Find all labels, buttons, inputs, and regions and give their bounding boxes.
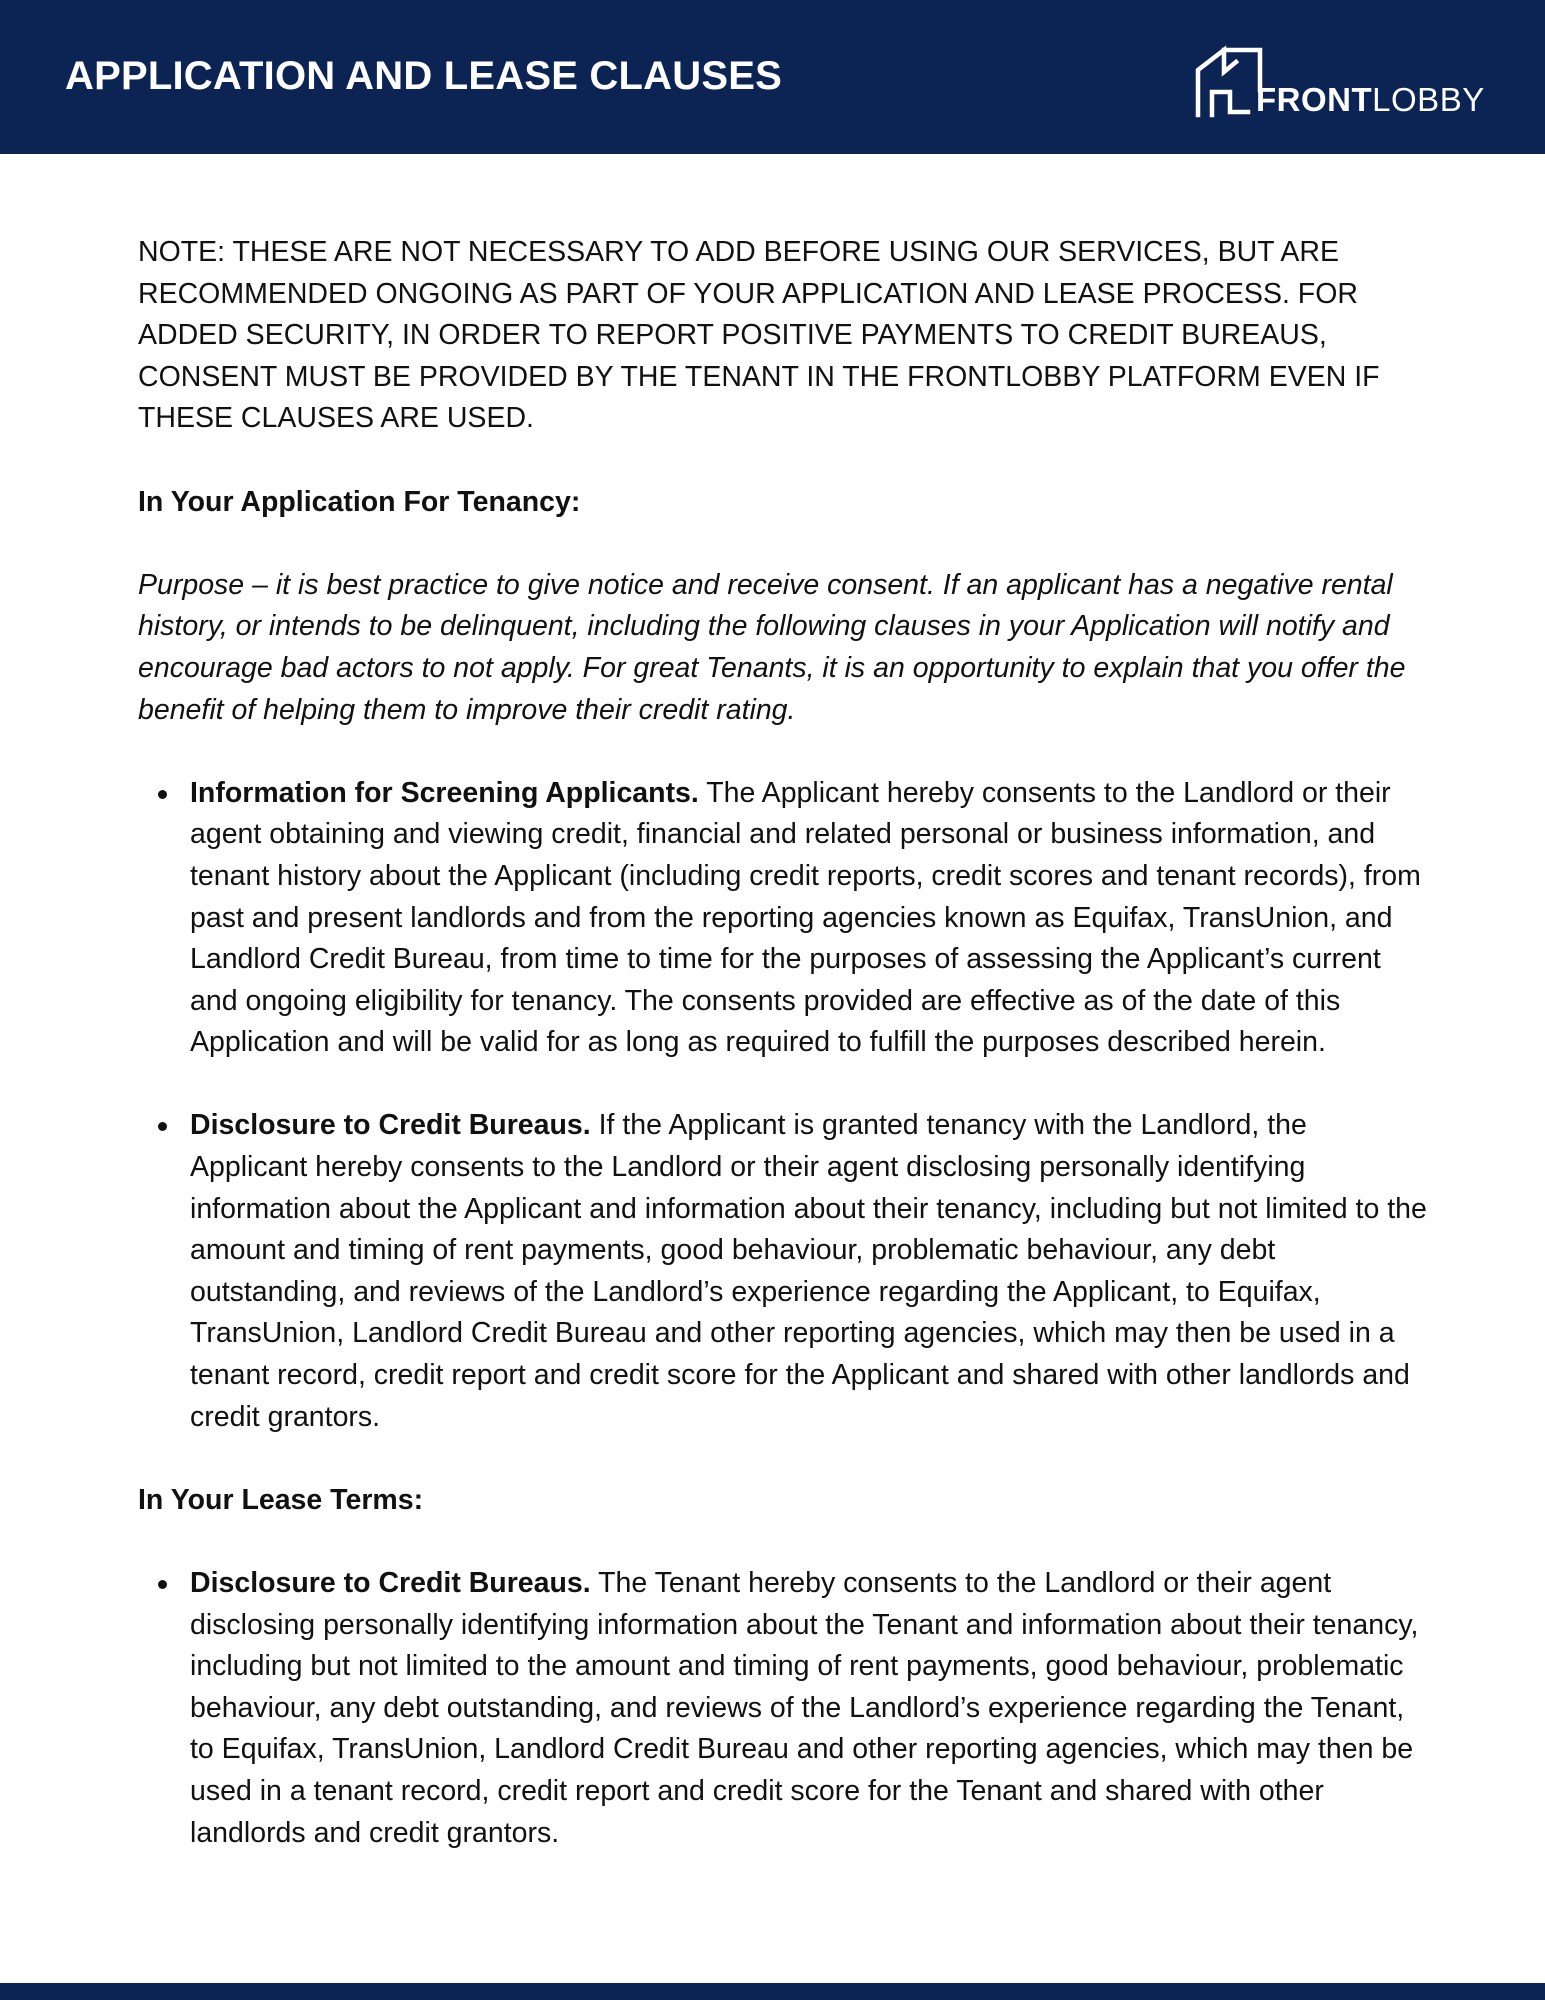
clause-body: The Tenant hereby consents to the Landlord or their agent disclosing personally identifying information about the Tenant and information about their tenancy, including but not limited to the amount and timing of rent payments, good behaviour, problematic behaviour, any debt outstanding, and reviews of the Landlord’s experience regarding the Tenant, to Equifax, TransUnion, Landlord Credit Bureau and other reporting agencies, which may then be used in a tenant record, credit report and credit score for the Tenant and shared with other landlords and credit grantors. — [190, 1567, 1419, 1849]
clause-body: If the Applicant is granted tenancy with the Landlord, the Applicant hereby consents to the Landlord or their agent disclosing personally identifying information about the Applicant and information about their tenancy, including but not limited to the amount and timing of rent payments, good behaviour, problematic behaviour, any debt outstanding, and reviews of the Landlord’s experience regarding the Applicant, to Equifax, TransUnion, Landlord Credit Bureau and other reporting agencies, which may then be used in a tenant record, credit report and credit score for the Applicant and shared with other landlords and credit grantors. — [190, 1109, 1427, 1433]
clause-body: The Applicant hereby consents to the Landlord or their agent obtaining and viewing credit, financial and related personal or business information, and tenant history about the Applicant (including credit reports, credit scores and tenant records), from past and present landlords and from the reporting agencies known as Equifax, TransUnion, and Landlord Credit Bureau, from time to time for the purposes of assessing the Applicant’s current and ongoing eligibility for tenancy. The consents provided are effective as of the date of this Application and will be valid for as long as required to fulfill the purposes described herein. — [190, 776, 1421, 1059]
application-section-heading: In Your Application For Tenancy: — [138, 485, 581, 518]
bullet-icon — [158, 790, 167, 799]
lease-section-heading: In Your Lease Terms: — [138, 1483, 424, 1516]
note-paragraph: NOTE: THESE ARE NOT NECESSARY TO ADD BEFORE USING OUR SERVICES, BUT ARE RECOMMENDED ONGOING AS PART OF YOUR APPLICATION AND LEASE PROCESS. FOR ADDED SECURITY, IN ORDER TO REPORT POSITIVE PAYMENTS TO CREDIT BUREAUS, CONSENT MUST BE PROVIDED BY THE TENANT IN THE FRONTLOBBY PLATFORM EVEN IF THESE CLAUSES ARE USED. — [138, 236, 1380, 435]
logo-wordmark-regular: LOBBY — [1372, 81, 1485, 118]
list-item — [138, 1563, 1428, 1854]
bullet-icon — [158, 1580, 167, 1589]
page-title: APPLICATION AND LEASE CLAUSES — [65, 54, 782, 98]
house-outline-icon — [1194, 42, 1264, 118]
lease-clause-list — [138, 1563, 1428, 1854]
bullet-icon — [158, 1122, 167, 1131]
purpose-paragraph: Purpose – it is best practice to give notice and receive consent. If an applicant has a negative rental history, or intends to be delinquent, including the following clauses in your Application will notify and encourage bad actors to not apply. For great Tenants, it is an opportunity to explain that you offer the benefit of helping them to improve their credit rating. — [138, 568, 1406, 726]
logo-wordmark — [1256, 83, 1485, 116]
header-bar — [0, 0, 1545, 154]
logo-wordmark-bold: FRONT — [1256, 81, 1373, 118]
frontlobby-logo — [1194, 38, 1485, 118]
list-item — [138, 1105, 1428, 1438]
clause-title: Disclosure to Credit Bureaus. — [190, 1109, 591, 1142]
clause-title: Information for Screening Applicants. — [190, 776, 699, 809]
clause-title: Disclosure to Credit Bureaus. — [190, 1567, 591, 1599]
document-body — [138, 232, 1428, 1896]
footer-bar — [0, 1983, 1545, 2000]
application-clause-list — [138, 773, 1428, 1439]
list-item — [138, 773, 1428, 1064]
